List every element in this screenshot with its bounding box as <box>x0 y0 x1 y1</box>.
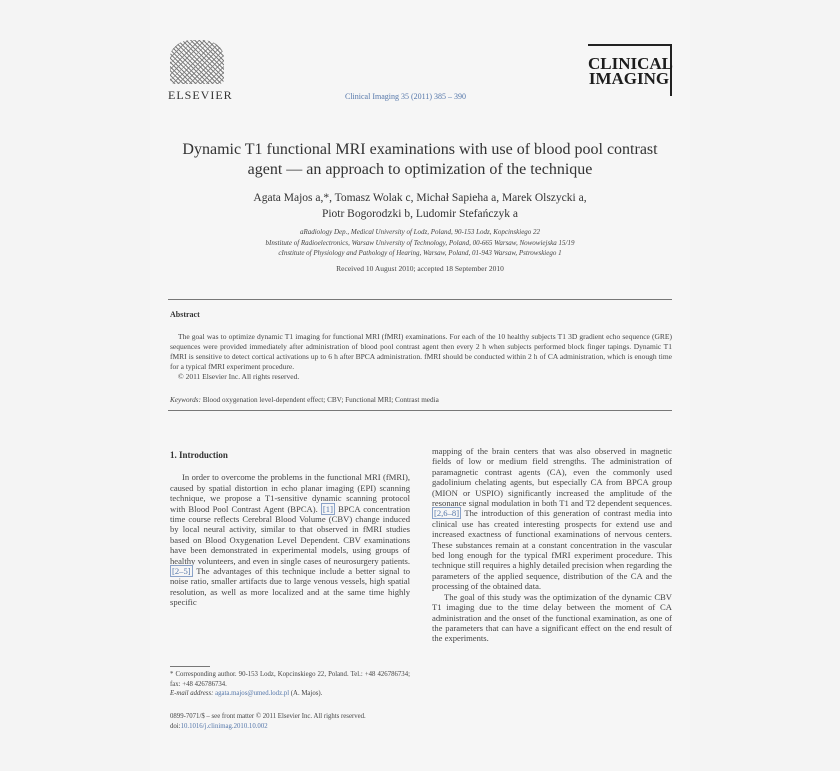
affiliations <box>160 227 680 259</box>
authors-line-2: Piotr Bogorodzki b, Ludomir Stefańczyk a <box>321 208 519 220</box>
right-column <box>432 446 672 644</box>
intro-text-e: The introduction of this generation of contrast media into clinical use has created interesting prospects for extend use and increased exactness of functional examinations of nervous centers. These substances remain at a constant concentration in the vascular bed long enough for the typical fMRI experiment procedure. This technique still requires a highly detailed precision when regarding the parameters of the applied sequence, distribution of the CA and the processing of the obtained data. <box>432 508 672 592</box>
left-column <box>170 446 410 608</box>
abstract-top-rule <box>168 299 672 300</box>
publisher-logo-text: ELSEVIER <box>168 88 233 102</box>
received-dates: Received 10 August 2010; accepted 18 September 2010 <box>336 264 504 273</box>
affiliation-b: bInstitute of Radioelectronics, Warsaw University of Technology, Poland, 00-665 Warsaw, Nowowiejska 15/19 <box>265 238 575 247</box>
section-heading: 1. Introduction <box>170 450 228 460</box>
corresponding-author: * Corresponding author. 90-153 Lodz, Kopcinskiego 22, Poland. Tel.: +48 426786734; fax: +48 426786734. <box>170 671 410 688</box>
intro-text-a: In order to overcome the problems in the functional MRI (fMRI), caused by spatial distortion in echo planar imaging (EPI) scanning technique, we propose a T1-sensitive dynamic scanning protocol with Blood Pool Contrast Agent (BPCA). <box>170 472 410 514</box>
affiliation-c: cInstitute of Physiology and Pathology of Hearing, Warsaw, Poland, 01-943 Warsaw, Pstrowskiego 1 <box>278 249 562 257</box>
paper-sheet <box>150 0 690 771</box>
affiliation-a: aRadiology Dep., Medical University of Lodz, Poland, 90-153 Lodz, Kopcinskiego 22 <box>299 228 541 236</box>
doi-line <box>170 722 430 732</box>
intro-text-b: BPCA concentration time course reflects Cerebral Blood Volume (CBV) change induced by local neural activity, similar to that observed in fMRI studies based on Blood Oxygenation Level Dependent. CBV examinations have been demonstrated in experimental models, using groups of healthy volunteers, and even in single cases of neurosurgery patients. <box>170 503 410 566</box>
elsevier-tree-logo <box>170 40 224 84</box>
intro-text-c: The advantages of this technique include a better signal to noise ratio, smaller artifacts due to large venous vessels, high spatial resolution, as well as more localized and at the same time highly specific <box>170 566 410 608</box>
author-list <box>160 190 680 222</box>
keywords-text: Blood oxygenation level-dependent effect; CBV; Functional MRI; Contrast media <box>202 396 439 404</box>
email-line <box>170 689 410 699</box>
doi-label: doi: <box>170 723 181 730</box>
abstract-copyright: © 2011 Elsevier Inc. All rights reserved. <box>178 372 300 381</box>
issn-block <box>170 712 430 732</box>
journal-logo <box>588 44 672 96</box>
keywords-line <box>170 396 672 404</box>
journal-logo-line2: IMAGING <box>588 69 670 88</box>
reference-link-3[interactable]: [2,6–8] <box>434 508 460 519</box>
issn-line: 0899-7071/$ – see front matter © 2011 Elsevier Inc. All rights reserved. <box>170 713 366 720</box>
reference-link-2[interactable]: [2–5] <box>172 566 191 577</box>
footnote <box>170 670 410 699</box>
title-line-2: agent — an approach to optimization of the technique <box>247 161 593 178</box>
intro-text-d: mapping of the brain centers that was also observed in magnetic fields of low or medium field strengths. The administration of paramagnetic contrast agents (CA), even the commonly used gadolinium chelating agents, but especially CA from BPCA group (MION or USPIO) significantly increased the amplitude of the resonance signal modulation in both T1 and T2 dependent sequences. <box>432 446 672 509</box>
authors-line-1: Agata Majos a,*, Tomasz Wolak c, Michał Sapieha a, Marek Olszycki a, <box>253 192 587 204</box>
email-link[interactable]: agata.majos@umed.lodz.pl <box>215 690 290 697</box>
intro-paragraph-goal: The goal of this study was the optimization of the dynamic CBV T1 imaging due to the time delay between the moment of CA administration and the onset of the functional examination, as one of the parameters that can have a significant effect on the end result of the experiments. <box>432 591 672 644</box>
intro-paragraph-continued <box>432 446 672 592</box>
article-title <box>160 140 680 180</box>
reference-link-1[interactable]: [1] <box>322 503 333 514</box>
doi-link[interactable]: 10.1016/j.clinimag.2010.10.002 <box>180 723 268 730</box>
abstract-text: The goal was to optimize dynamic T1 imaging for functional MRI (fMRI) examinations. For each of the 10 healthy subjects T1 3D gradient echo sequence (GRE) sequences were provided immediately after administration of blood pool contrast agent then every 2 h when subjects performed block finger tapings. Dynamic T1 fMRI is sensitive to detect cortical activations up to 6 h after BPCA administration. fMRI should be conducted within 2 h of CA administration, which is enough time for a typical fMRI experiment procedure. <box>170 332 672 371</box>
email-label: E-mail address: <box>170 690 214 697</box>
keywords-label: Keywords: <box>170 396 201 404</box>
abstract-heading: Abstract <box>170 310 200 319</box>
abstract-body <box>170 332 672 382</box>
email-suffix: (A. Majos). <box>290 690 323 697</box>
title-line-1: Dynamic T1 functional MRI examinations with use of blood pool contrast <box>182 141 658 158</box>
journal-citation[interactable]: Clinical Imaging 35 (2011) 385 – 390 <box>345 92 467 101</box>
footnote-rule <box>170 666 210 667</box>
intro-paragraph-1 <box>170 472 410 607</box>
journal-logo-line1: CLINICAL <box>588 54 674 73</box>
abstract-bottom-rule <box>168 410 672 411</box>
